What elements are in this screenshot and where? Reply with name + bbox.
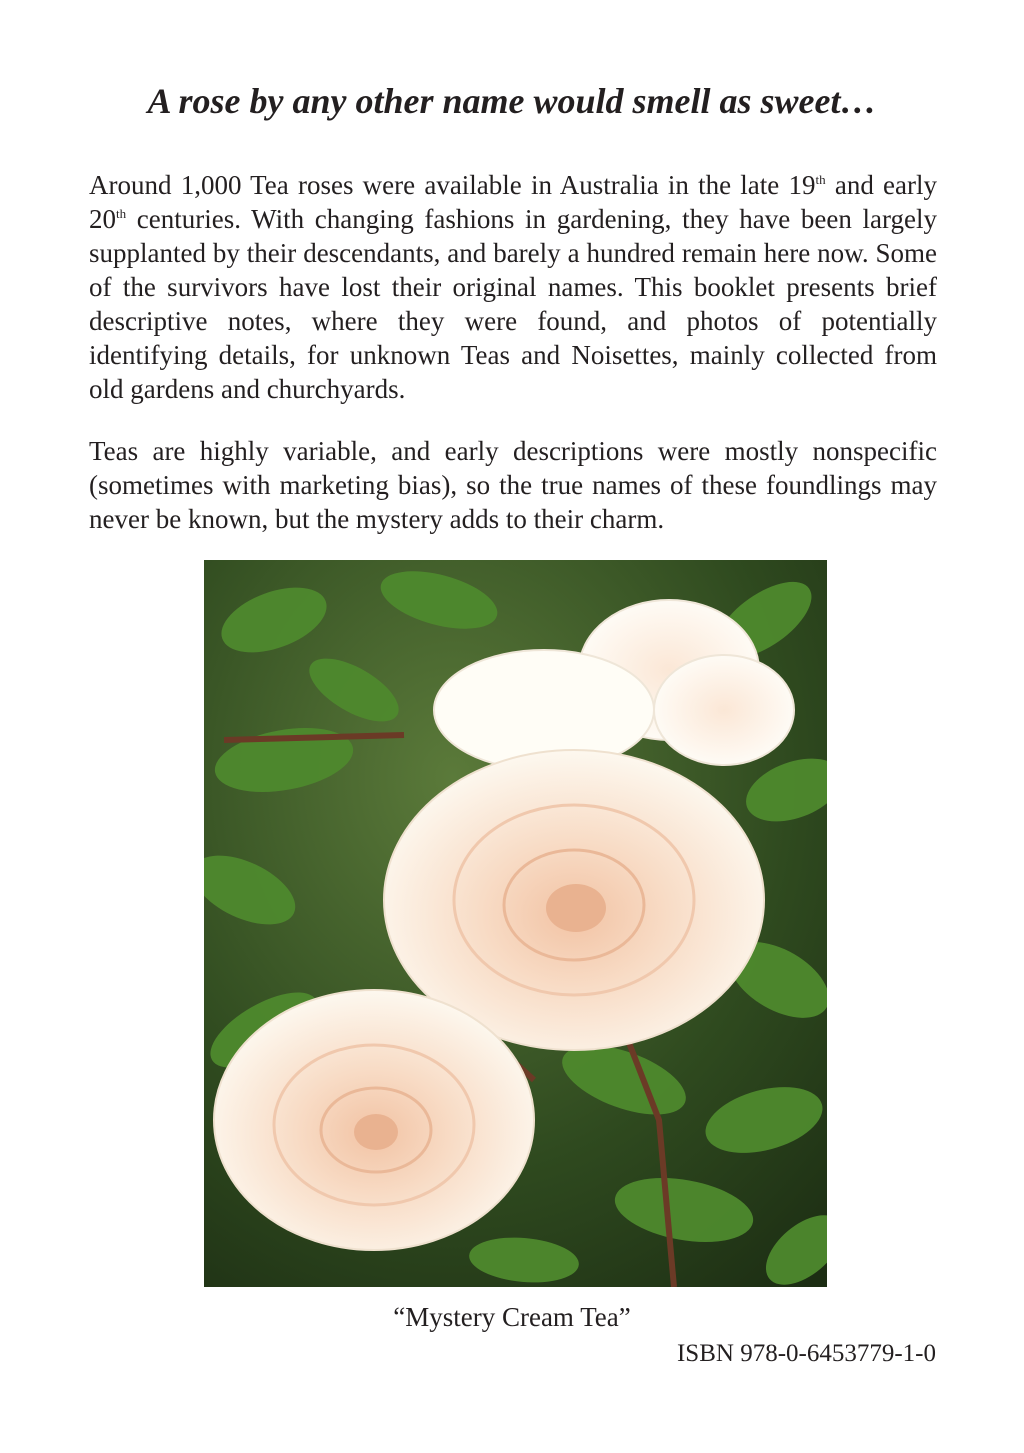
mystery-paragraph: Teas are highly variable, and early descriptions were mostly nonspecific (sometimes with marketing bias), so the true names of these foundlings may never be known, but the mystery adds to their charm. (89, 436, 937, 534)
ordinal-suffix: th (116, 206, 127, 221)
rose-photo (204, 560, 827, 1287)
photo-caption: “Mystery Cream Tea” (393, 1302, 631, 1332)
page-title: A rose by any other name would smell as sweet… (147, 81, 877, 121)
ordinal-suffix: th (815, 172, 826, 187)
rose-illustration (204, 560, 827, 1287)
intro-text-c: centuries. With changing fashions in gardening, they have been largely supplanted by their descendants, and barely a hundred remain here now. Some of the survivors have lost their original names. This booklet presents brief descriptive notes, where they were found, and photos of potentially identifying details, for unknown Teas and Noisettes, mainly collected from old gardens and churchyards. (89, 204, 937, 404)
intro-text-b: and early 20 (89, 170, 937, 234)
intro-paragraph (89, 168, 937, 406)
isbn: ISBN 978-0-6453779-1-0 (676, 1340, 936, 1367)
intro-text-a: Around 1,000 Tea roses were available in Australia in the late 19 (89, 170, 816, 200)
